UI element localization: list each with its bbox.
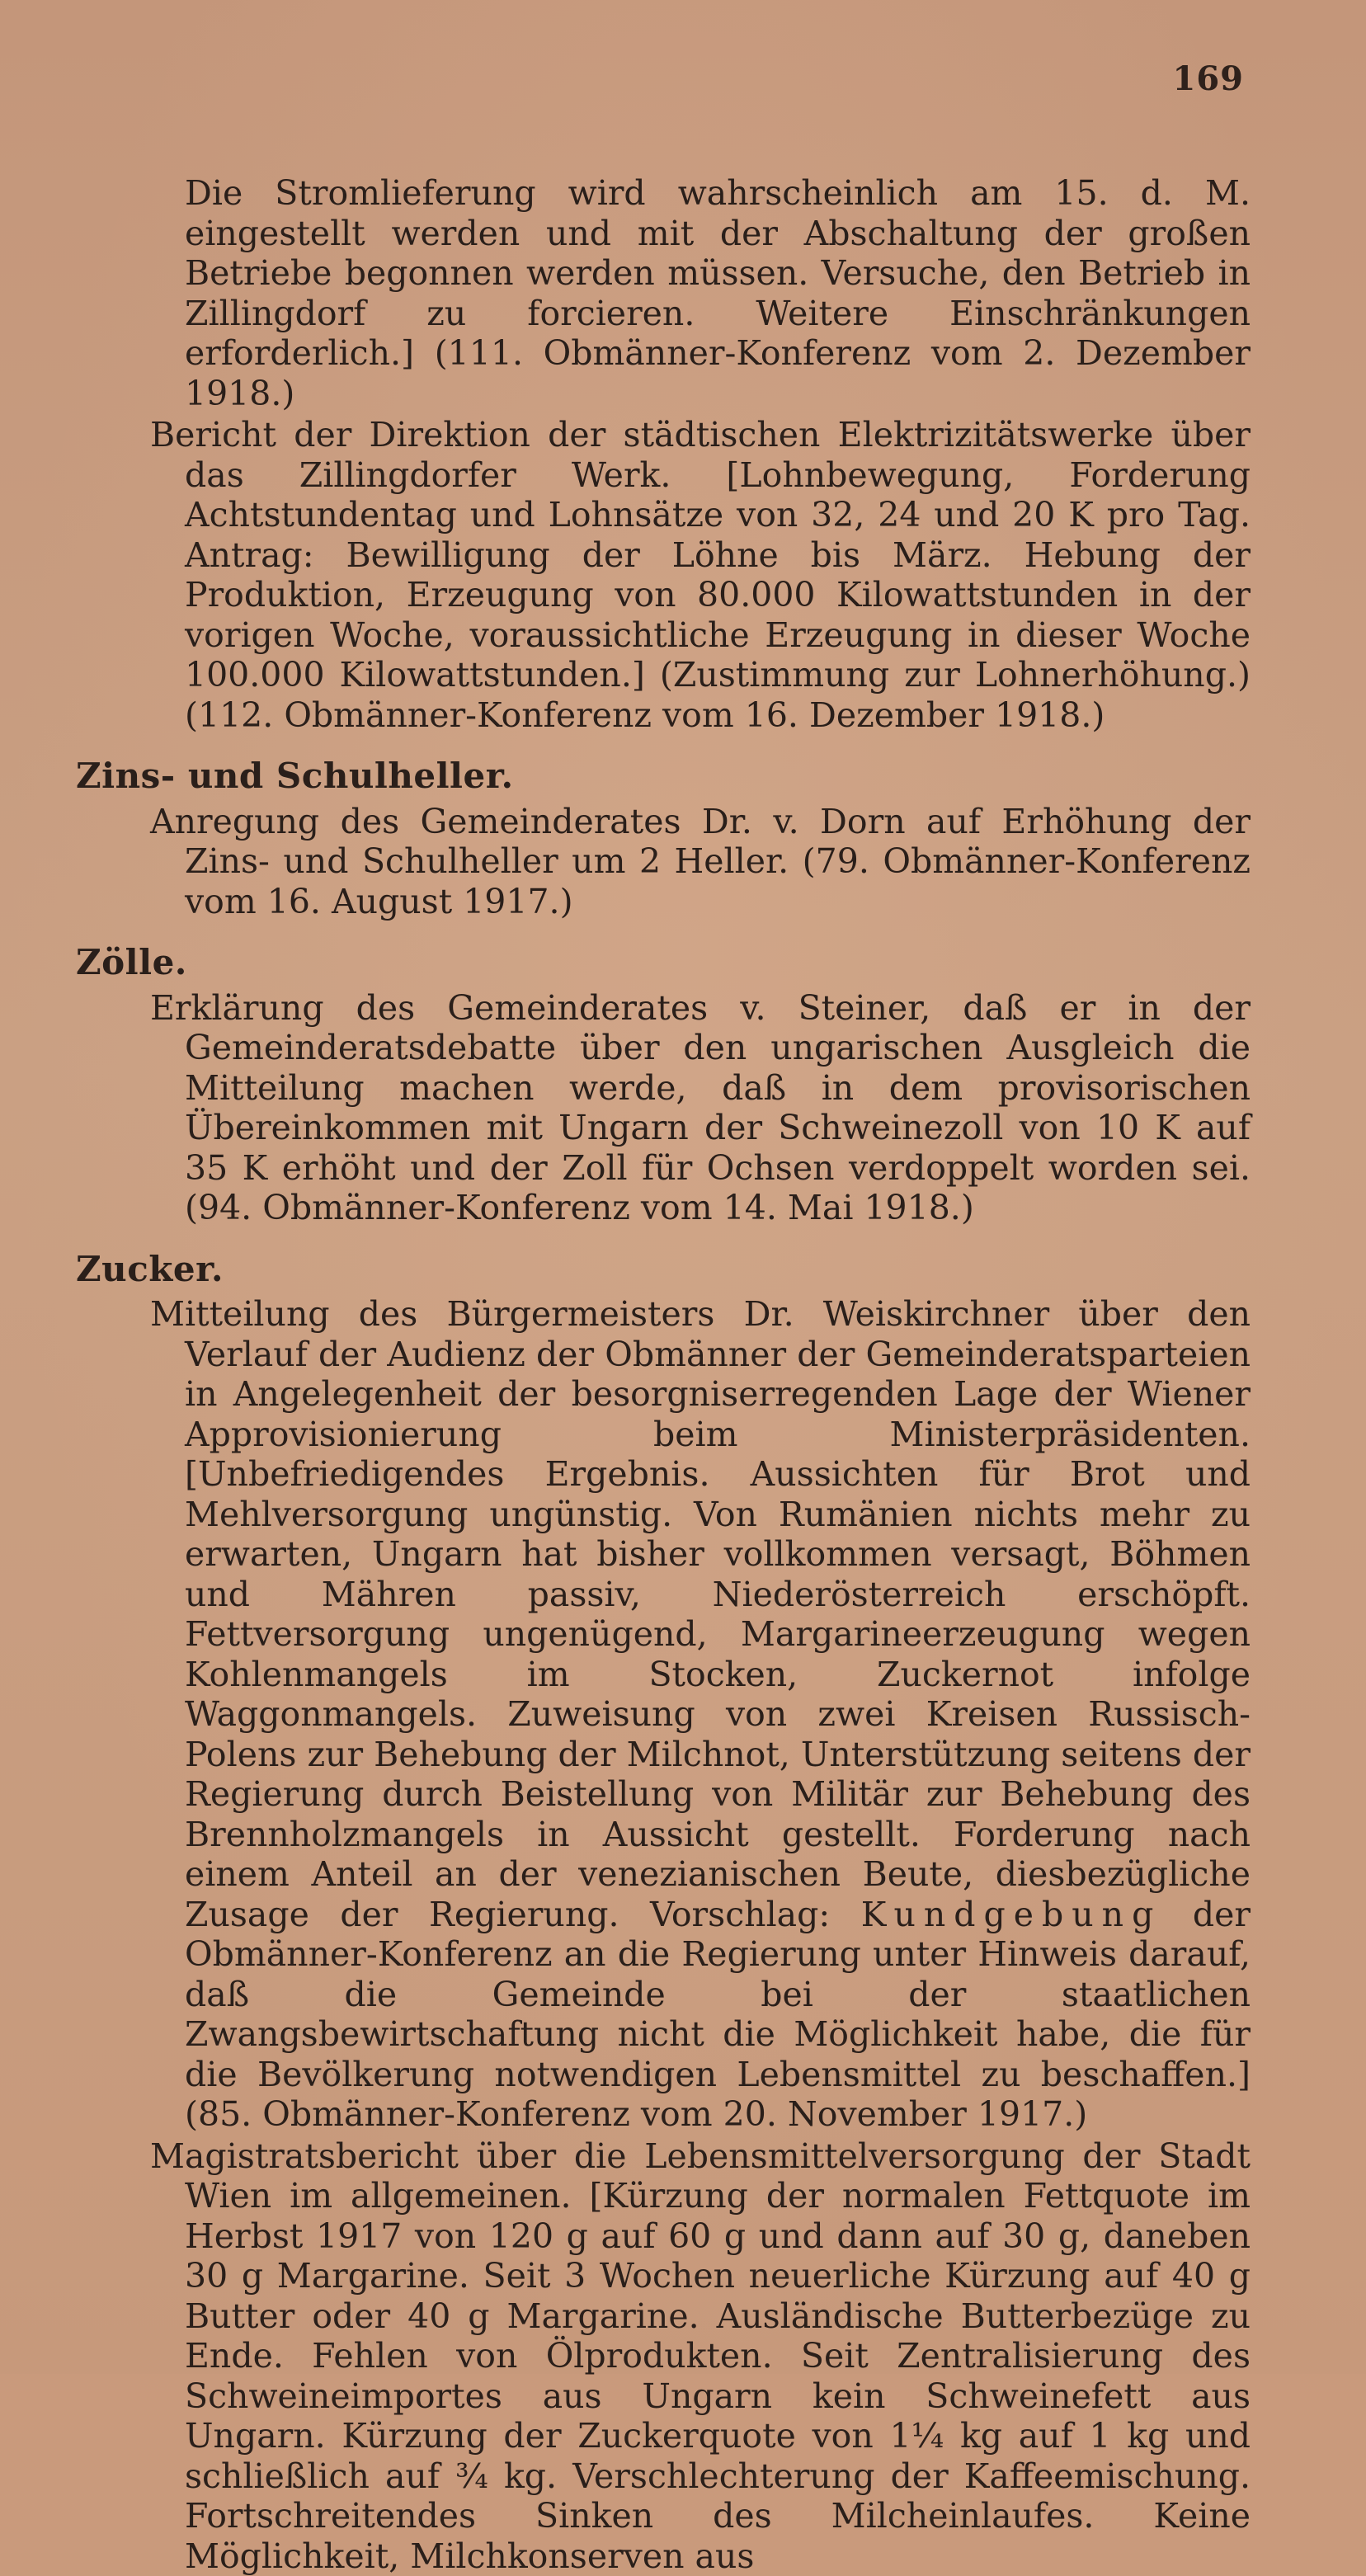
index-entry — [76, 1294, 1251, 2135]
index-entry: Bericht der Direktion der städtischen Elektrizitätswerke über das Zillingdorfer Werk. [Lohnbewegung, Forderung Achtstundentag und Lohnsätze von 32, 24 und 20 K pro Tag. Antrag: Bewilligung der Löhne bis März. Hebung der Produktion, Erzeugung von 80.000 Kilowattstunden in der vorigen Woche, voraussichtliche Erzeugung in dieser Woche 100.000 Kilowattstunden.] (Zustimmung zur Lohnerhöhung.) (112. Obmänner-Konferenz vom 16. Dezember 1918.) — [76, 415, 1251, 735]
index-entry: Erklärung des Gemeinderates v. Steiner, daß er in der Gemeinderatsdebatte über den ungarischen Ausgleich die Mitteilung machen werde, daß in dem provisorischen Übereinkommen mit Ungarn der Schweinezoll von 10 K auf 35 K erhöht und der Zoll für Ochsen verdoppelt worden sei. (94. Obmänner-Konferenz vom 14. Mai 1918.) — [76, 988, 1251, 1228]
index-entry: Magistratsbericht über die Lebensmittelversorgung der Stadt Wien im allgemeinen. [Kürzung der normalen Fettquote im Herbst 1917 von 120 g auf 60 g und dann auf 30 g, daneben 30 g Margarine. Seit 3 Wochen neuerliche Kürzung auf 40 g Butter oder 40 g Margarine. Ausländische Butterbezüge zu Ende. Fehlen von Ölprodukten. Seit Zentralisierung des Schweineimportes aus Ungarn kein Schweinefett aus Ungarn. Kürzung der Zuckerquote von 1¼ kg auf 1 kg und schließlich auf ¾ kg. Verschlechterung der Kaffeemischung. Fortschreitendes Sinken des Milcheinlaufes. Keine Möglichkeit, Milchkonserven aus — [76, 2136, 1251, 2576]
section-heading: Zucker. — [76, 1250, 1251, 1290]
index-entry: Anregung des Gemeinderates Dr. v. Dorn auf Erhöhung der Zins- und Schulheller um 2 Heller. (79. Obmänner-Konferenz vom 16. August 1917.) — [76, 802, 1251, 922]
section-heading: Zins- und Schulheller. — [76, 756, 1251, 797]
entry-text: Mitteilung des Bürgermeisters Dr. Weiskirchner über den Verlauf der Audienz der Obmänner der Gemeinderatsparteien in Angelegenheit der besorgniserregenden Lage der Wiener Approvisionierung beim Ministerpräsidenten. [Unbefriedigendes Ergebnis. Aussichten für Brot und Mehlversorgung ungünstig. Von Rumänien nichts mehr zu erwarten, Ungarn hat bisher vollkommen versagt, Böhmen und Mähren passiv, Niederösterreich erschöpft. Fettversorgung ungenügend, Margarineerzeugung wegen Kohlenmangels im Stocken, Zuckernot infolge Waggonmangels. Zuweisung von zwei Kreisen Russisch-Polens zur Behebung der Milchnot, Unterstützung seitens der Regierung durch Beistellung von Militär zur Behebung des Brennholzmangels in Aussicht gestellt. Forderung nach einem Anteil an der venezianischen Beute, diesbezügliche Zusage der Regierung. Vorschlag: — [150, 1294, 1251, 1934]
entry-text-continued: der Obmänner-Konferenz an die Regierung unter Hinweis darauf, daß die Gemeinde bei der staatlichen Zwangsbewirtschaftung nicht die Möglichkeit habe, die für die Bevölkerung notwendigen Lebensmittel zu beschaffen.] (85. Obmänner-Konferenz vom 20. November 1917.) — [185, 1895, 1251, 2135]
continuation-paragraph: Die Stromlieferung wird wahrscheinlich am 15. d. M. eingestellt werden und mit der Abschaltung der großen Betriebe begonnen werden müssen. Versuche, den Betrieb in Zillingdorf zu forcieren. Weitere Einschränkungen erforderlich.] (111. Obmänner-Konferenz vom 2. Dezember 1918.) — [76, 173, 1251, 413]
page-number: 169 — [1173, 59, 1245, 98]
index-content — [76, 173, 1251, 2576]
section-heading: Zölle. — [76, 943, 1251, 983]
spaced-emphasis: Kundgebung — [861, 1895, 1162, 1934]
